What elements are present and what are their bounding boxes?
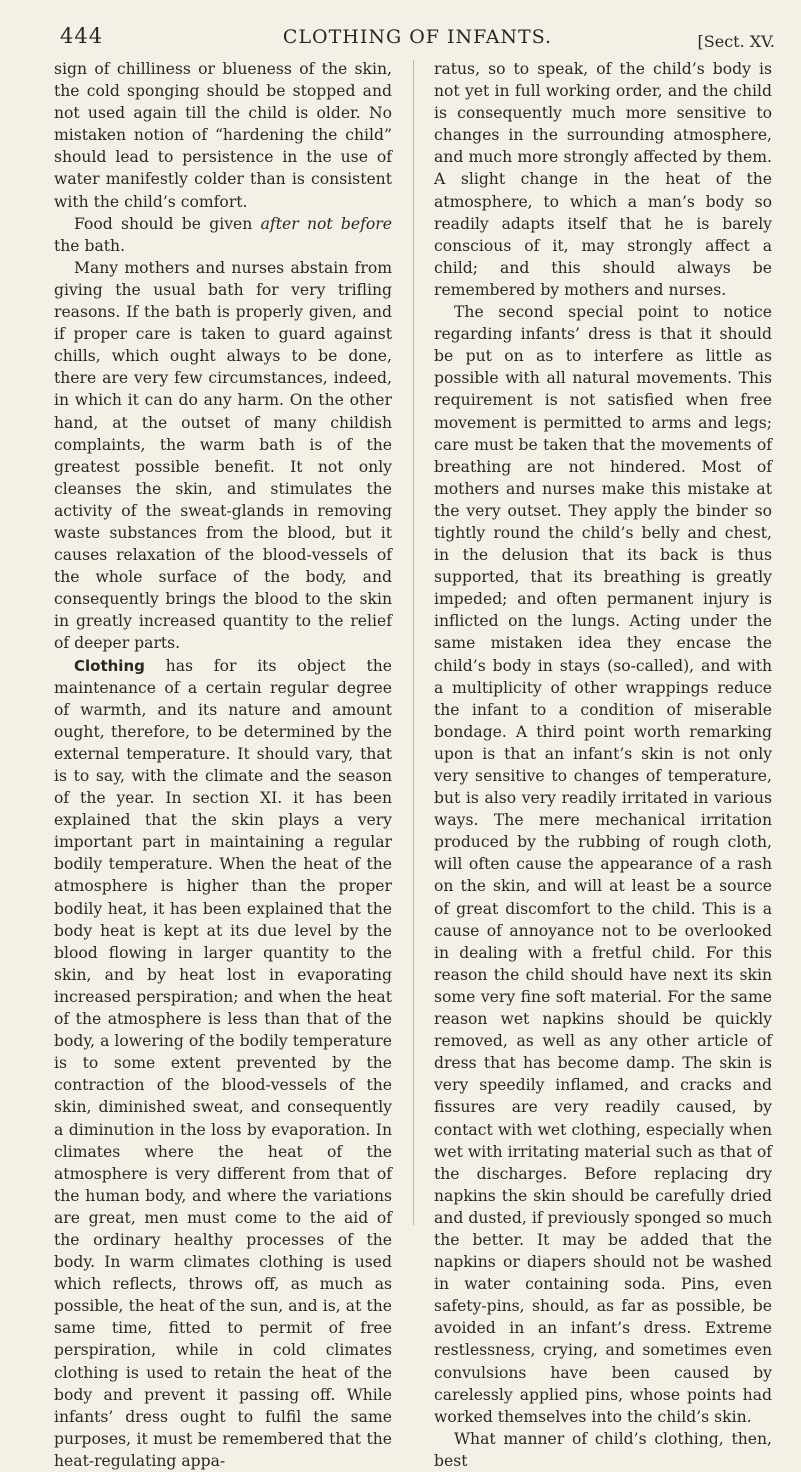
paragraph: sign of chilliness or blueness of the skin, the cold sponging should be stopped and not used again till the child is older. No mistaken notion of “hardening the child” should lead to persistence in the use of water manifestly colder than is consistent with the child’s comfort. (54, 60, 392, 211)
paragraph: ratus, so to speak, of the child’s body is not yet in full working order, and the child is consequently much more sensitive to changes in the surrounding atmosphere, and much more strongly affected by them. A slight change in the heat of the atmosphere, to which a man’s body so readily adapts itself that he is barely conscious of it, may strongly affect a child; and this should always be remembered by mothers and nurses. (434, 60, 772, 299)
paragraph (54, 213, 392, 257)
emphasis-text: after not before (260, 214, 392, 233)
running-title: CLOTHING OF INFANTS. (282, 26, 553, 48)
paragraph-text: has for its object the maintenance of a certain regular degree of warmth, and its nature and amount ought, therefore, to be determined by the external temperature. It should vary, that is to say, with the climate and the season of the year. In section XI. it has been explained that the skin plays a very important part in maintaining a regular bodily temperature. When the heat of the atmosphere is higher than the proper bodily heat, it has been explained that the body heat is kept at its due level by the blood flowing in larger quantity to the skin, and by heat lost in evaporating increased perspiration; and when the heat of the atmosphere is less than that of the body, a lowering of the bodily temperature is to some extent prevented by the contraction of the blood-vessels of the skin, diminished sweat, and consequently a diminution in the loss by evaporation. In climates where the heat of the atmosphere is very different from that of the human body, and where the variations are great, men must come to the aid of the ordinary healthy processes of the body. In warm climates clothing is used which reflects, throws off, as much as possible, the heat of the sun, and is, at the same time, fitted to permit of free perspiration, while in cold climates clothing is used to retain the heat of the body and prevent it passing off. While infants’ dress ought to fulfil the same purposes, it must be remembered that the heat-regulating appa- (54, 656, 392, 1470)
column-divider (413, 60, 414, 1225)
paragraph: Many mothers and nurses abstain from giving the usual bath for very trifling reasons. If the bath is properly given, and if proper care is taken to guard against chills, which ought always to be done, there are very few circumstances, indeed, in which it can do any harm. On the other hand, at the outset of many childish complaints, the warm bath is of the greatest possible benefit. It not only cleanses the skin, and stimulates the activity of the sweat-glands in removing waste substances from the blood, but it causes relaxation of the blood-vessels of the whole surface of the body, and consequently brings the blood to the skin in greatly increased quantity to the relief of deeper parts. (54, 258, 392, 653)
topic-term: Clothing (74, 656, 145, 675)
paragraph-text: the bath. (54, 236, 126, 255)
page-number: 444 (60, 24, 104, 48)
left-column (54, 58, 392, 1472)
paragraph-text: Food should be given (74, 214, 261, 233)
paragraph (54, 655, 392, 1472)
paragraph: The second special point to notice regarding infants’ dress is that it should be put on as to interfere as little as possible with all natural movements. This requirement is not satisfied when free movement is permitted to arms and legs; care must be taken that the movements of breathing are not hindered. Most of mothers and nurses make this mistake at the very outset. They apply the binder so tightly round the child’s belly and chest, in the delusion that its back is thus supported, that its breathing is greatly impeded; and often permanent injury is inflicted on the lungs. Acting under the same mistaken idea they encase the child’s body in stays (so-called), and with a multiplicity of other wrappings reduce the infant to a condition of miserable bondage. A third point worth remarking upon is that an infant’s skin is not only very sensitive to changes of temperature, but is also very readily irritated in various ways. The mere mechanical irritation produced by the rubbing of rough cloth, will often cause the appearance of a rash on the skin, and will at least be a source of great discomfort to the child. This is a cause of annoyance not to be overlooked in dealing with a fretful child. For this reason the child should have next its skin some very fine soft material. For the same reason wet napkins should be quickly removed, as well as any other article of dress that has become damp. The skin is very speedily inflamed, and cracks and fissures are very readily caused, by contact with wet clothing, especially when wet with irritating material such as that of the discharges. Before replacing dry napkins the skin should be carefully dried and dusted, if previously sponged so much the better. It may be added that the napkins or diapers should not be washed in water containing soda. Pins, even safety-pins, should, as far as possible, be avoided in an infant’s dress. Extreme restlessness, crying, and sometimes even convulsions have been caused by carelessly applied pins, whose points had worked themselves into the child’s skin. (434, 303, 772, 1426)
section-reference: [Sect. XV. (697, 32, 775, 51)
page-header (60, 20, 775, 60)
right-column (434, 58, 772, 1472)
paragraph: What manner of child’s clothing, then, best (434, 1429, 772, 1470)
